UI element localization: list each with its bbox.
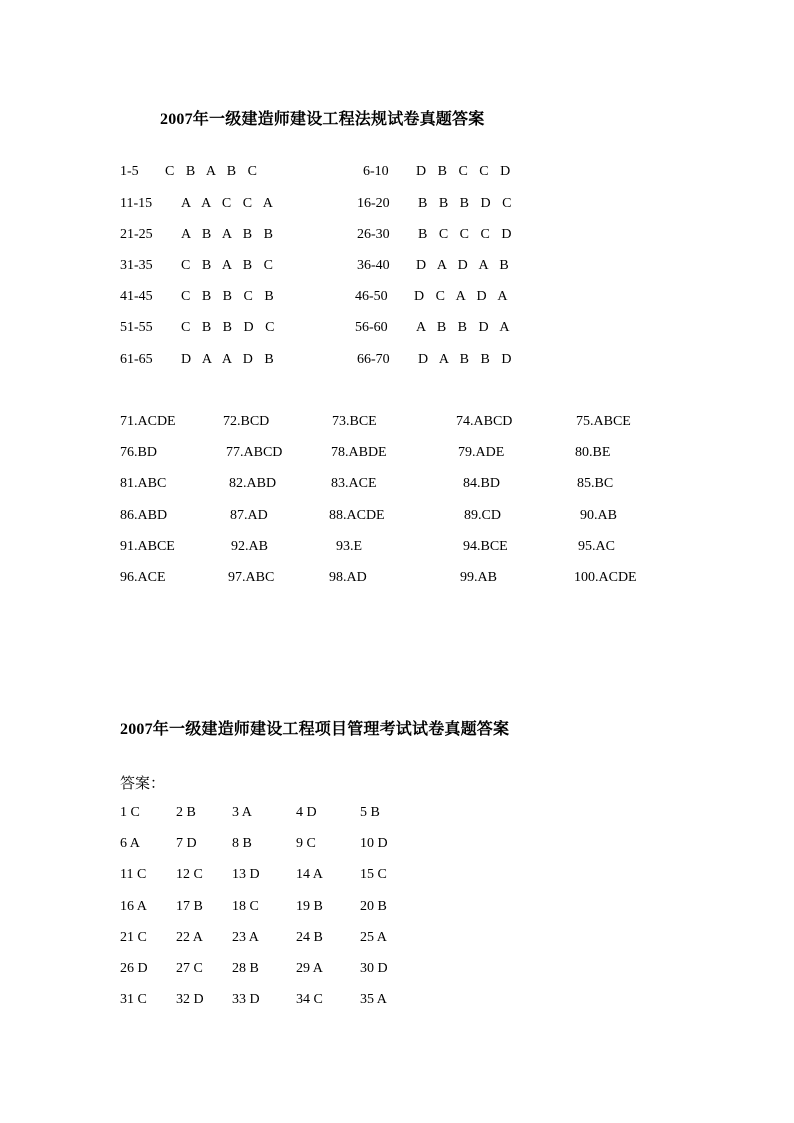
answer-item: 100.ACDE (574, 570, 637, 585)
answer-set: D A A D B (181, 352, 278, 367)
range-label: 11-15 (120, 196, 153, 211)
answer-item: 13 D (232, 867, 260, 882)
answer-item: 32 D (176, 992, 204, 1007)
answer-item: 94.BCE (463, 539, 508, 554)
answer-item: 98.AD (329, 570, 367, 585)
answer-item: 88.ACDE (329, 508, 385, 523)
answer-item: 15 C (360, 867, 387, 882)
page-title-project-management: 2007年一级建造师建设工程项目管理考试试卷真题答案 (120, 721, 510, 738)
page-title-laws: 2007年一级建造师建设工程法规试卷真题答案 (160, 111, 485, 128)
answer-item: 4 D (296, 805, 317, 820)
answer-item: 19 B (296, 899, 323, 914)
answer-item: 34 C (296, 992, 323, 1007)
answer-item: 5 B (360, 805, 380, 820)
answer-set: D C A D A (414, 289, 512, 304)
answer-item: 78.ABDE (331, 445, 387, 460)
answer-item: 3 A (232, 805, 252, 820)
answer-item: 83.ACE (331, 476, 377, 491)
answer-item: 12 C (176, 867, 203, 882)
answer-item: 33 D (232, 992, 260, 1007)
answer-item: 79.ADE (458, 445, 505, 460)
answer-item: 77.ABCD (226, 445, 283, 460)
range-label: 51-55 (120, 320, 153, 335)
answer-item: 23 A (232, 930, 259, 945)
answer-item: 85.BC (577, 476, 614, 491)
answer-item: 8 B (232, 836, 252, 851)
range-label: 1-5 (120, 164, 139, 179)
answer-item: 82.ABD (229, 476, 277, 491)
answer-item: 87.AD (230, 508, 268, 523)
answer-item: 72.BCD (223, 414, 270, 429)
answer-set: B B B D C (418, 196, 516, 211)
answer-set: D A B B D (418, 352, 516, 367)
answer-item: 92.AB (231, 539, 268, 554)
answer-item: 71.ACDE (120, 414, 176, 429)
answer-set: C B A B C (165, 164, 261, 179)
range-label: 16-20 (357, 196, 390, 211)
answer-set: A B A B B (181, 227, 277, 242)
range-label: 21-25 (120, 227, 153, 242)
answer-item: 10 D (360, 836, 388, 851)
answer-item: 16 A (120, 899, 147, 914)
range-label: 6-10 (363, 164, 389, 179)
answer-set: C B B C B (181, 289, 278, 304)
range-label: 66-70 (357, 352, 390, 367)
range-label: 36-40 (357, 258, 390, 273)
answer-item: 31 C (120, 992, 147, 1007)
answer-item: 30 D (360, 961, 388, 976)
answer-set: C B A B C (181, 258, 277, 273)
range-label: 46-50 (355, 289, 388, 304)
answer-item: 11 C (120, 867, 147, 882)
answer-item: 91.ABCE (120, 539, 175, 554)
answer-item: 73.BCE (332, 414, 377, 429)
answer-item: 14 A (296, 867, 323, 882)
answer-label: 答案： (120, 776, 166, 792)
answer-item: 7 D (176, 836, 197, 851)
answer-set: A B B D A (416, 320, 514, 335)
answer-item: 99.AB (460, 570, 497, 585)
answer-item: 18 C (232, 899, 259, 914)
answer-item: 24 B (296, 930, 323, 945)
answer-item: 86.ABD (120, 508, 168, 523)
answer-item: 76.BD (120, 445, 157, 460)
range-label: 56-60 (355, 320, 388, 335)
answer-item: 80.BE (575, 445, 611, 460)
answer-set: B C C C D (418, 227, 516, 242)
answer-item: 26 D (120, 961, 148, 976)
answer-item: 90.AB (580, 508, 617, 523)
range-label: 41-45 (120, 289, 153, 304)
answer-set: D A D A B (416, 258, 513, 273)
answer-item: 84.BD (463, 476, 500, 491)
answer-item: 74.ABCD (456, 414, 513, 429)
answer-item: 22 A (176, 930, 203, 945)
range-label: 26-30 (357, 227, 390, 242)
answer-item: 95.AC (578, 539, 615, 554)
answer-item: 17 B (176, 899, 203, 914)
answer-set: A A C C A (181, 196, 277, 211)
answer-item: 1 C (120, 805, 140, 820)
answer-item: 75.ABCE (576, 414, 631, 429)
answer-item: 25 A (360, 930, 387, 945)
answer-item: 2 B (176, 805, 196, 820)
answer-item: 96.ACE (120, 570, 166, 585)
answer-item: 93.E (336, 539, 363, 554)
answer-set: C B B D C (181, 320, 279, 335)
answer-item: 27 C (176, 961, 203, 976)
range-label: 61-65 (120, 352, 153, 367)
answer-item: 35 A (360, 992, 387, 1007)
answer-item: 20 B (360, 899, 387, 914)
answer-item: 21 C (120, 930, 147, 945)
answer-item: 28 B (232, 961, 259, 976)
range-label: 31-35 (120, 258, 153, 273)
answer-item: 89.CD (464, 508, 501, 523)
answer-item: 97.ABC (228, 570, 275, 585)
answer-item: 29 A (296, 961, 323, 976)
answer-item: 81.ABC (120, 476, 167, 491)
answer-item: 9 C (296, 836, 316, 851)
answer-set: D B C C D (416, 164, 515, 179)
answer-item: 6 A (120, 836, 140, 851)
